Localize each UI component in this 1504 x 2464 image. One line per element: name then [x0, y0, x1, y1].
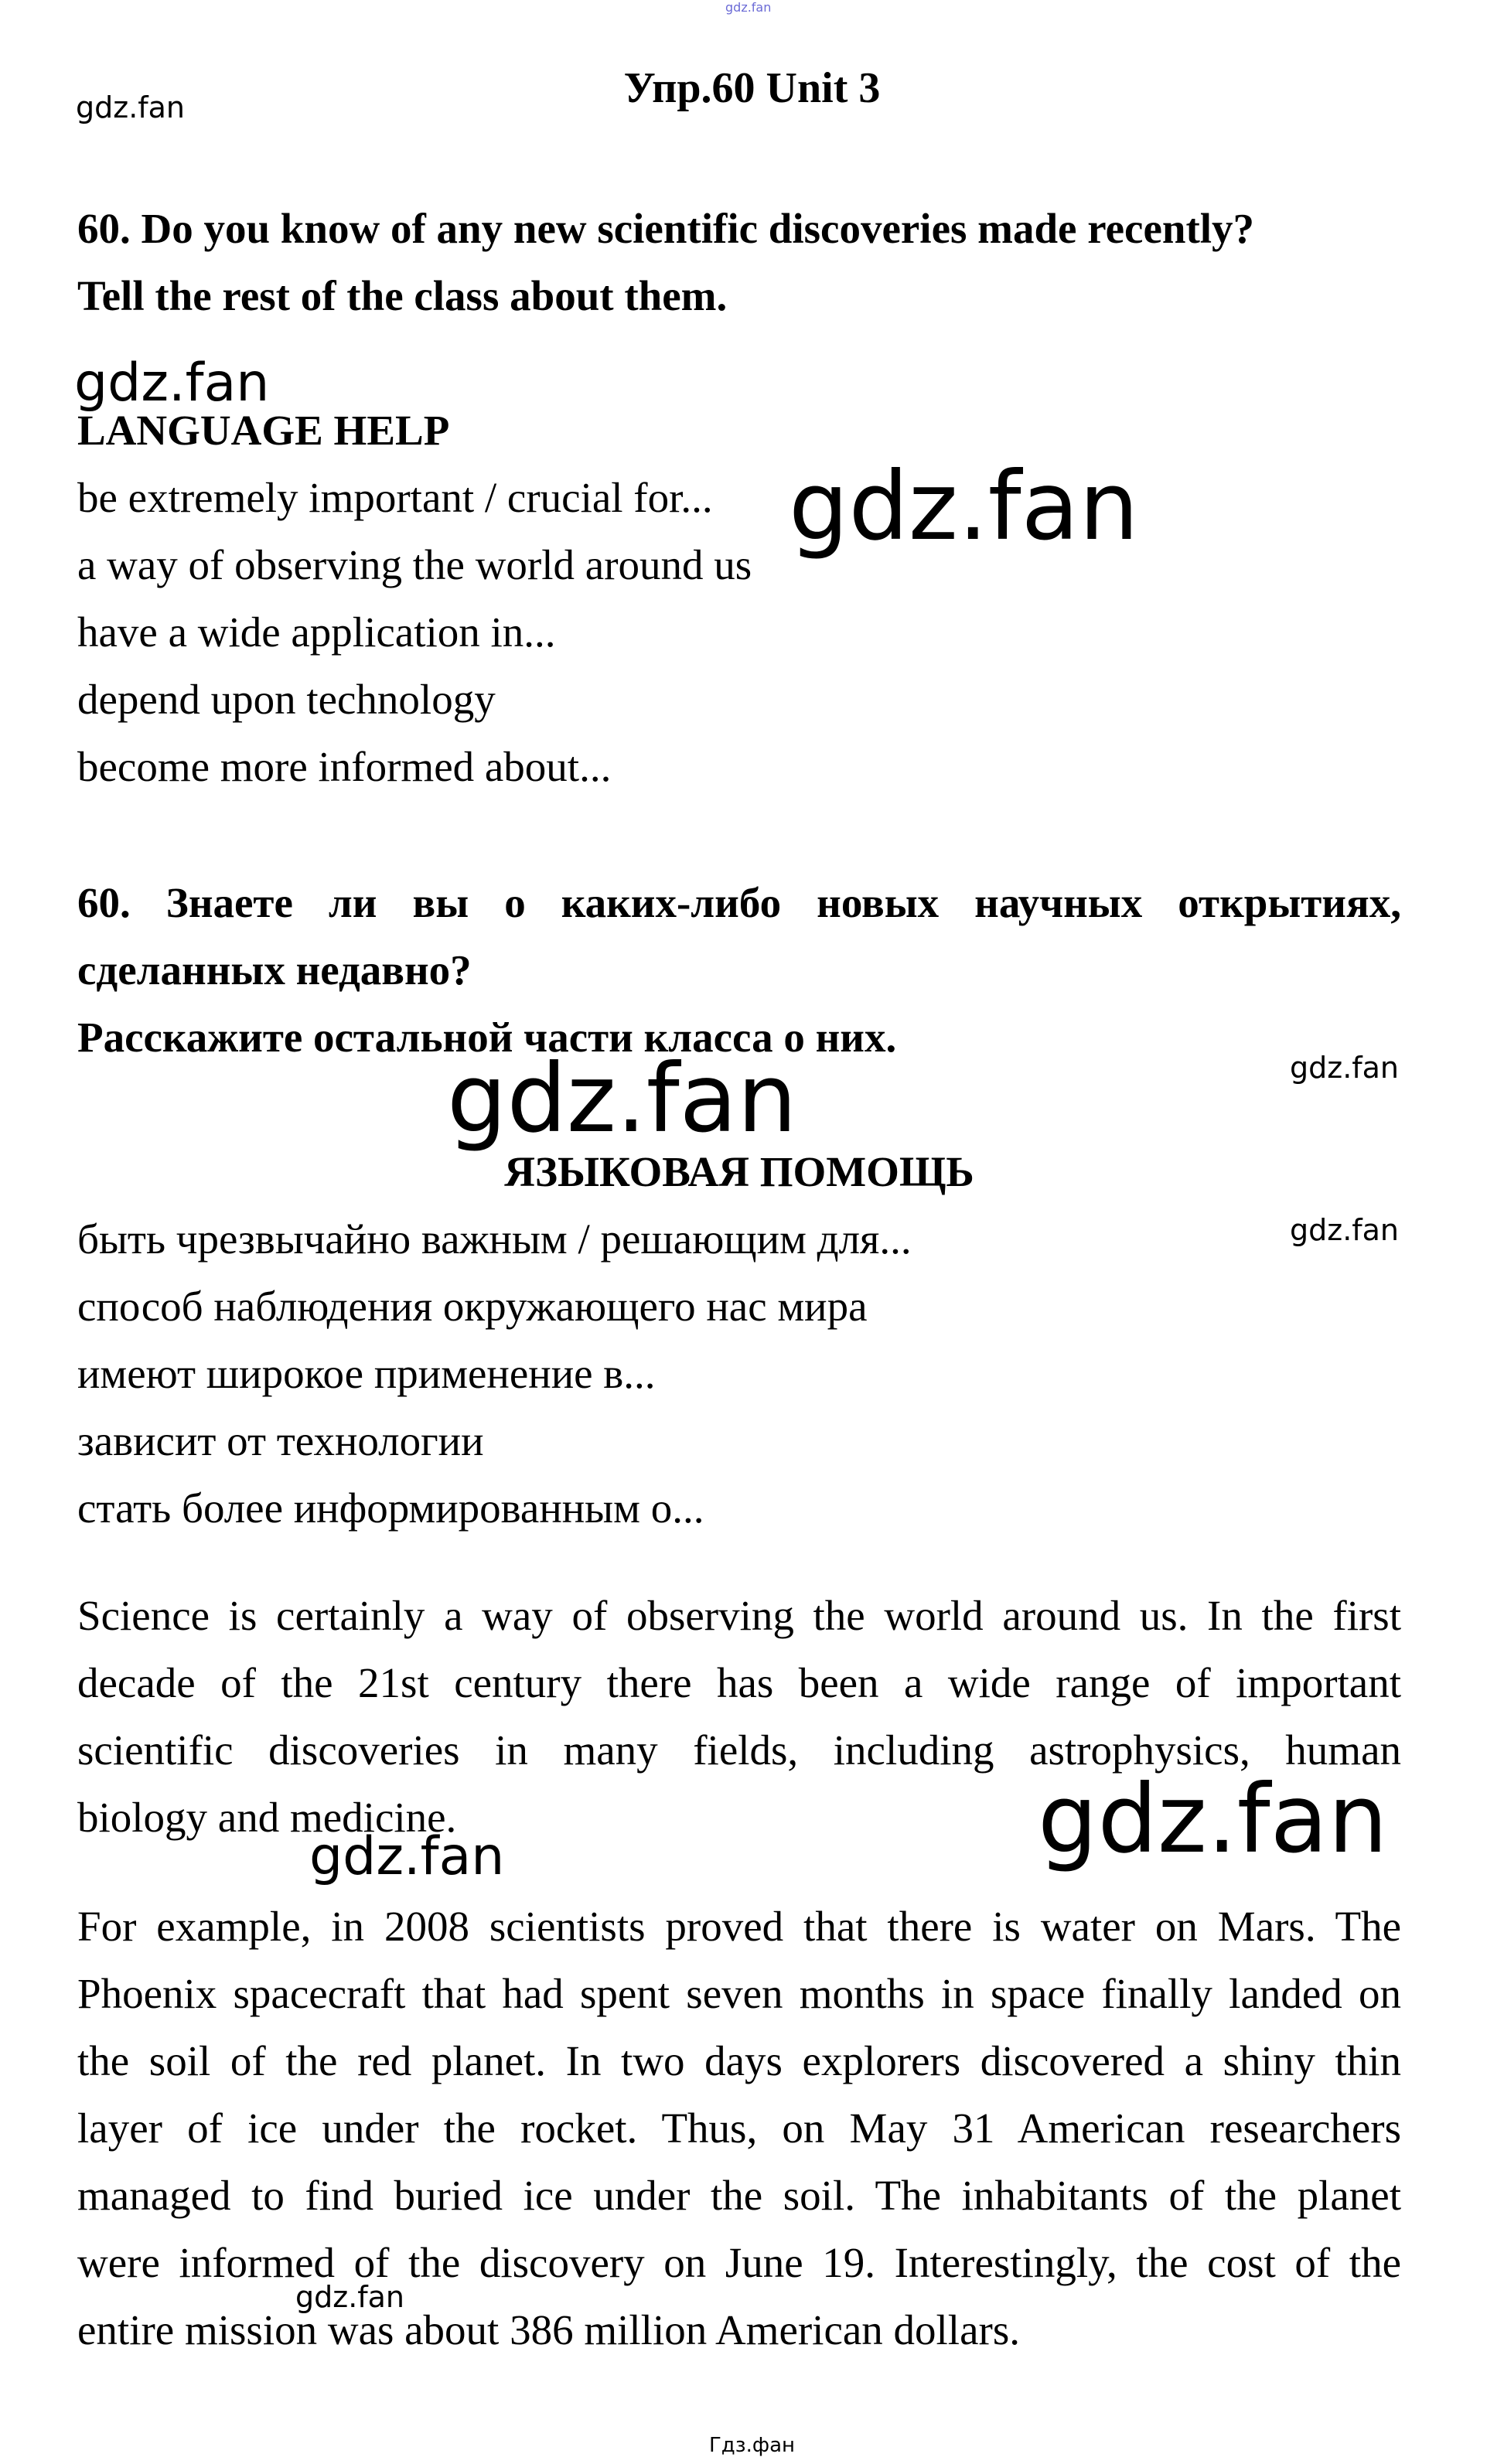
watermark-russian-right-1: gdz.fan: [1290, 1051, 1400, 1085]
answer-p1-line-3: scientific discoveries in many fields, including astrophysics, human: [77, 1726, 1401, 1774]
answer-p1-line-4: biology and medicine.: [77, 1794, 457, 1841]
russian-help-item-2: способ наблюдения окружающего нас мира: [77, 1283, 868, 1330]
english-language-help: [77, 397, 1401, 800]
answer-p2-line-4: layer of ice under the rocket. Thus, on May 31 American researchers: [77, 2104, 1401, 2152]
russian-language-help: [77, 1138, 1401, 1542]
answer-p1-line-2: decade of the 21st century there has been a wide range of important: [77, 1659, 1401, 1706]
answer-p2-line-3: the soil of the red planet. In two days explorers discovered a shiny thin: [77, 2037, 1401, 2084]
answer-paragraph-2: [77, 1893, 1401, 2363]
watermark-paragraph-right: gdz.fan: [1038, 1764, 1388, 1874]
english-help-item-2: a way of observing the world around us: [77, 541, 752, 588]
english-question: [77, 195, 1401, 329]
watermark-header-left: gdz.fan: [76, 90, 186, 124]
russian-help-heading: ЯЗЫКОВАЯ ПОМОЩЬ: [504, 1148, 974, 1195]
answer-p2-line-5: managed to find buried ice under the soil. The inhabitants of the planet: [77, 2172, 1401, 2219]
russian-help-item-1: быть чрезвычайно важным / решающим для...: [77, 1215, 912, 1263]
russian-help-item-3: имеют широкое применение в...: [77, 1350, 656, 1397]
watermark-help-big: gdz.fan: [789, 452, 1139, 561]
answer-p2-line-2: Phoenix spacecraft that had spent seven months in space finally landed on: [77, 1970, 1401, 2017]
english-help-heading: LANGUAGE HELP: [77, 407, 450, 454]
russian-help-item-4: зависит от технологии: [77, 1417, 484, 1464]
answer-p2-line-1: For example, in 2008 scientists proved that there is water on Mars. The: [77, 1903, 1401, 1950]
english-question-line-2: Tell the rest of the class about them.: [77, 272, 728, 319]
english-help-item-5: become more informed about...: [77, 743, 612, 790]
english-help-item-4: depend upon technology: [77, 676, 496, 723]
watermark-before-help: gdz.fan: [74, 353, 270, 414]
russian-question: [77, 869, 1401, 1071]
answer-p2-line-7: entire mission was about 386 million American dollars.: [77, 2306, 1020, 2353]
page-footer: Гдз.фан: [708, 2434, 796, 2457]
watermark-russian-center: gdz.fan: [447, 1044, 797, 1154]
english-help-item-1: be extremely important / crucial for...: [77, 474, 713, 521]
answer-p1-line-1: Science is certainly a way of observing the world around us. In the first: [77, 1592, 1401, 1639]
russian-question-line-2: сделанных недавно?: [77, 946, 472, 993]
russian-question-line-3: Расскажите остальной части класса о них.: [77, 1014, 897, 1061]
russian-help-item-5: стать более информированным о...: [77, 1484, 704, 1532]
answer-p2-line-6: were informed of the discovery on June 19. Interestingly, the cost of the: [77, 2239, 1401, 2286]
page-title: Упр.60 Unit 3: [623, 64, 881, 112]
watermark-russian-right-2: gdz.fan: [1290, 1213, 1400, 1247]
english-help-item-3: have a wide application in...: [77, 608, 556, 656]
watermark-top: gdz.fan: [725, 0, 772, 15]
watermark-bottom-left: gdz.fan: [295, 2280, 405, 2314]
watermark-paragraph-left: gdz.fan: [309, 1826, 505, 1887]
english-question-line-1: 60. Do you know of any new scientific discoveries made recently?: [77, 205, 1255, 252]
russian-question-line-1: 60. Знаете ли вы о каких-либо новых научных открытиях,: [77, 879, 1401, 926]
